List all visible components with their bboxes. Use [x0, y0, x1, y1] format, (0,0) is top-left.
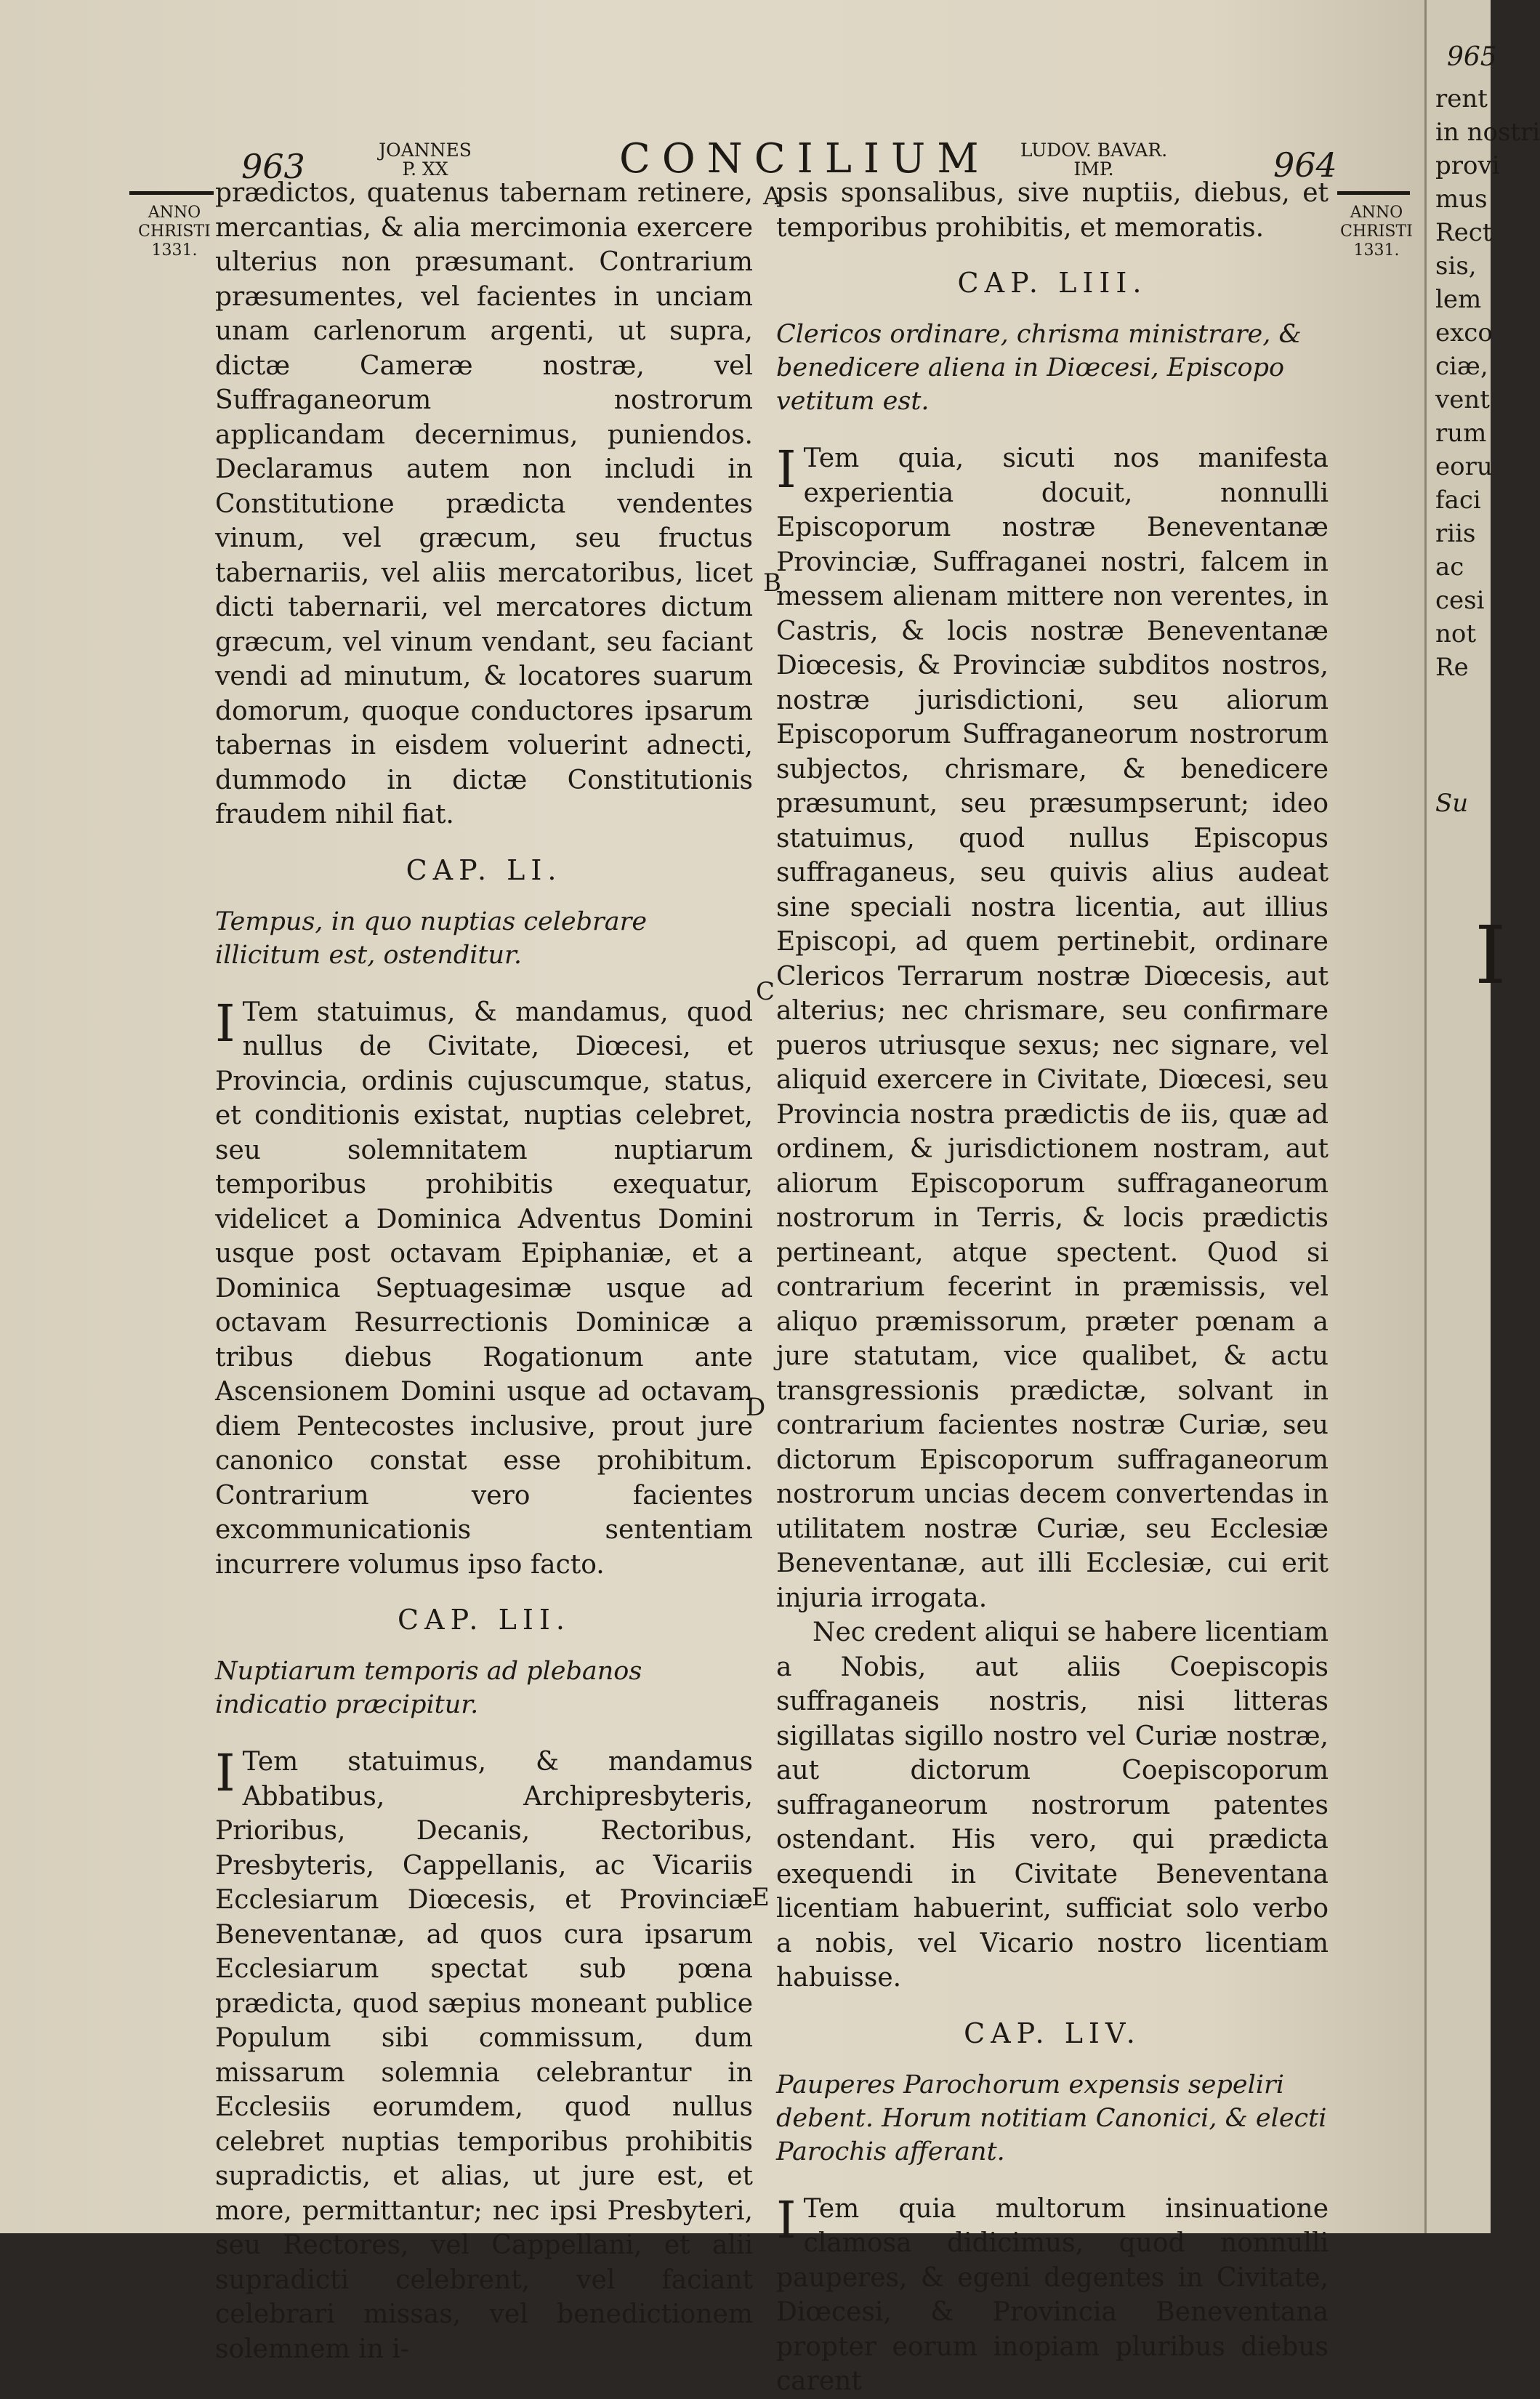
- left-column: [215, 176, 753, 2366]
- chapter-53-text: I Tem quia, sicuti nos manifesta experientia docuit, nonnulli Episcoporum nostræ Beneventanæ Provinciæ, Suffraganei nostri, falcem in messem alienam mittere non verentes, in Castris, & locis nostræ Beneventanæ Diœcesis, & Provinciæ subditos nostros, nostræ jurisdictioni, seu aliorum Episcoporum Suffraganeorum nostrorum subjectos, chrismare, & benedicere præsumunt, seu præsumpserunt; ideo statuimus, quod nullus Episcopus suffraganeus, seu quivis alius audeat sine speciali nostra licentia, aut illius Episcopi, ad quem pertinebit, ordinare Clericos Terrarum nostræ Diœcesis, aut alterius; nec chrismare, seu confirmare pueros utriusque sexus; nec signare, vel aliquid exercere in Civitate, Diœcesi, seu Provincia nostra prædictis de iis, quæ ad ordinem, & jurisdictionem nostram, aut aliorum Episcoporum suffraganeorum nostrorum in Terris, & locis prædictis pertineant, atque spectent. Quod si contrarium fecerint in præmissis, vel aliquo præmissorum, præter pœnam a jure statutam, vice qualibet, & actu transgressionis prædictæ, solvant in contrarium facientes nostræ Curiæ, seu dictorum Episcoporum suffraganeorum nostrorum uncias decem convertendas in utilitatem nostræ Curiæ, seu Ecclesiæ Beneventanæ, aut illi Ecclesiæ, cui erit injuria irrogata.: [776, 440, 1329, 1613]
- right-margin-rule: [1337, 191, 1410, 195]
- chapter-53-text-continued: Nec credent aliqui se habere licentiam a Nobis, aut aliis Coepiscopis suffraganeis nostris, nisi litteras sigillatas sigillo nostro vel Curiæ nostræ, aut dictorum Coepiscoporum suffraganeorum nostrorum patentes ostendant. His vero, qui prædicta exequendi in Civitate Beneventana licentiam habuerint, sufficiat solo verbo a nobis, vel Vicario nostro licentiam habuisse.: [776, 1618, 1329, 1993]
- chapter-51-rubric: Tempus, in quo nuptias celebrare illicitum est, ostenditur.: [215, 907, 648, 970]
- chapter-52-heading: CAP. LII.: [398, 1604, 571, 1636]
- next-page-fragment: riis: [1435, 519, 1476, 548]
- drop-initial: I: [215, 993, 235, 1053]
- next-page-fragment: Rect: [1435, 218, 1493, 247]
- next-page-fragment: lem: [1435, 285, 1482, 314]
- chapter-54-text: I Tem quia multorum insinuatione clamosa didicimus, quod nonnulli pauperes, & egeni degentes in Civitate, Diœcesi, & Provincia Beneventana propter eorum inopiam pluribus diebus carent: [776, 2190, 1329, 2396]
- running-head-title: CONCILIUM: [619, 135, 991, 182]
- right-column: [776, 176, 1329, 2399]
- chapter-53-heading: CAP. LIII.: [957, 267, 1148, 299]
- margin-note-left: ANNO CHRISTI 1331.: [138, 204, 211, 260]
- next-page-fragment: faci: [1435, 486, 1481, 515]
- left-margin-rule: [129, 191, 214, 195]
- next-page-fragment: cesi: [1435, 586, 1485, 615]
- next-page-fragment: ciæ,: [1435, 352, 1488, 381]
- sidelet-e: E: [751, 1883, 770, 1912]
- sidelet-c: C: [756, 977, 775, 1006]
- next-page-fragment: Su: [1435, 789, 1469, 818]
- running-head-emperor: LUDOV. BAVAR. IMP.: [1020, 140, 1168, 180]
- next-page-fragment: eoru: [1435, 452, 1493, 481]
- chapter-52-text: I Tem statuimus, & mandamus Abbatibus, Archipresbyteris, Prioribus, Decanis, Rectoribus, Presbyteris, Cappellanis, ac Vicariis Ecclesiarum Diœcesis, et Provinciæ Beneventanæ, ad quos cura ipsarum Ecclesiarum spectat sub pœna prædicta, quod sæpius moneant publice Populum sibi commissum, dum missarum solemnia celebrantur in Ecclesiis eorumdem, quod nullus celebret nuptias temporibus prohibitis supradictis, et alias, ut jure est, et more, permittantur; nec ipsi Presbyteri, seu Rectores, vel Cappellani, et alii supradicti celebrent, vel faciant celebrari missas, vel benedictionem solemnem in i-: [215, 1743, 753, 2364]
- next-page-fragment: provi: [1435, 151, 1500, 180]
- sidelet-d: D: [746, 1393, 766, 1422]
- chapter-53-rubric: Clericos ordinare, chrisma ministrare, & benedicere aliena in Diœcesi, Episcopo vetitum est.: [776, 320, 1302, 416]
- next-page-fragment: Re: [1435, 653, 1469, 682]
- next-page-fragment: rum: [1435, 419, 1487, 448]
- next-page-drop-initial: I: [1475, 909, 1507, 1002]
- drop-initial: I: [776, 2190, 797, 2250]
- left-intro-paragraph: prædictos, quatenus tabernam retinere, mercantias, & alia mercimonia exercere ulterius non præsumant. Contrarium præsumentes, vel facientes in unciam unam carlenorum argenti, ut supra, dictæ Cameræ nostræ, vel Suffraganeorum nostrorum applicandam decernimus, puniendos. Declaramus autem non includi in Constitutione prædicta vendentes vinum, vel græcum, seu fructus tabernariis, vel aliis mercatoribus, licet dicti tabernarii, vel mercatores dictum græcum, vel vinum vendant, seu faciant vendi ad minutum, & locatores suarum domorum, quoque conductores ipsarum tabernas in eisdem voluerint adnecti, dummodo in dictæ Constitutionis fraudem nihil fiat.: [215, 178, 753, 829]
- next-page-fragment: exco: [1435, 318, 1493, 347]
- running-head-pope: JOANNES P. XX: [379, 140, 472, 180]
- next-page-fragment: ac: [1435, 552, 1464, 582]
- drop-initial: I: [776, 440, 797, 499]
- chapter-54-rubric: Pauperes Parochorum expensis sepeliri debent. Horum notitiam Canonici, & electi Parochis afferant.: [776, 2070, 1327, 2166]
- next-page-fragment: sis,: [1435, 252, 1477, 281]
- sidelet-b: B: [763, 568, 781, 598]
- chapter-52-rubric: Nuptiarum temporis ad plebanos indicatio præcipitur.: [215, 1657, 642, 1719]
- sidelet-a: A: [763, 182, 781, 211]
- chapter-54-heading: CAP. LIV.: [964, 2017, 1141, 2049]
- next-page-edge: [1424, 0, 1540, 2233]
- next-page-fragment: vent: [1435, 385, 1490, 414]
- next-page-number: 965: [1447, 42, 1497, 72]
- next-page-fragment: rent: [1435, 84, 1488, 113]
- next-page-fragment: in nostri: [1435, 118, 1540, 147]
- next-page-fragment: mus: [1435, 185, 1488, 214]
- margin-note-right: ANNO CHRISTI 1331.: [1340, 204, 1413, 260]
- page-number-right: 964: [1273, 145, 1337, 185]
- drop-initial: I: [215, 1743, 235, 1803]
- chapter-51-text: I Tem statuimus, & mandamus, quod nullus de Civitate, Diœcesi, et Provincia, ordinis cujuscumque, status, et conditionis existat, nuptias celebret, seu solemnitatem nuptiarum temporibus prohibitis exequatur, videlicet a Dominica Adventus Domini usque post octavam Epiphaniæ, et a Dominica Septuagesimæ usque ad octavam Resurrectionis Dominicæ a tribus diebus Rogationum ante Ascensionem Domini usque ad octavam diem Pentecostes inclusive, prout jure canonico constat esse prohibitum. Contrarium vero facientes excommunicationis sententiam incurrere volumus ipso facto.: [215, 993, 753, 1580]
- right-intro-paragraph: psis sponsalibus, sive nuptiis, diebus, et temporibus prohibitis, et memoratis.: [776, 178, 1329, 243]
- page-number-left: 963: [241, 147, 305, 186]
- next-page-fragment: not: [1435, 619, 1477, 648]
- chapter-51-heading: CAP. LI.: [406, 853, 563, 886]
